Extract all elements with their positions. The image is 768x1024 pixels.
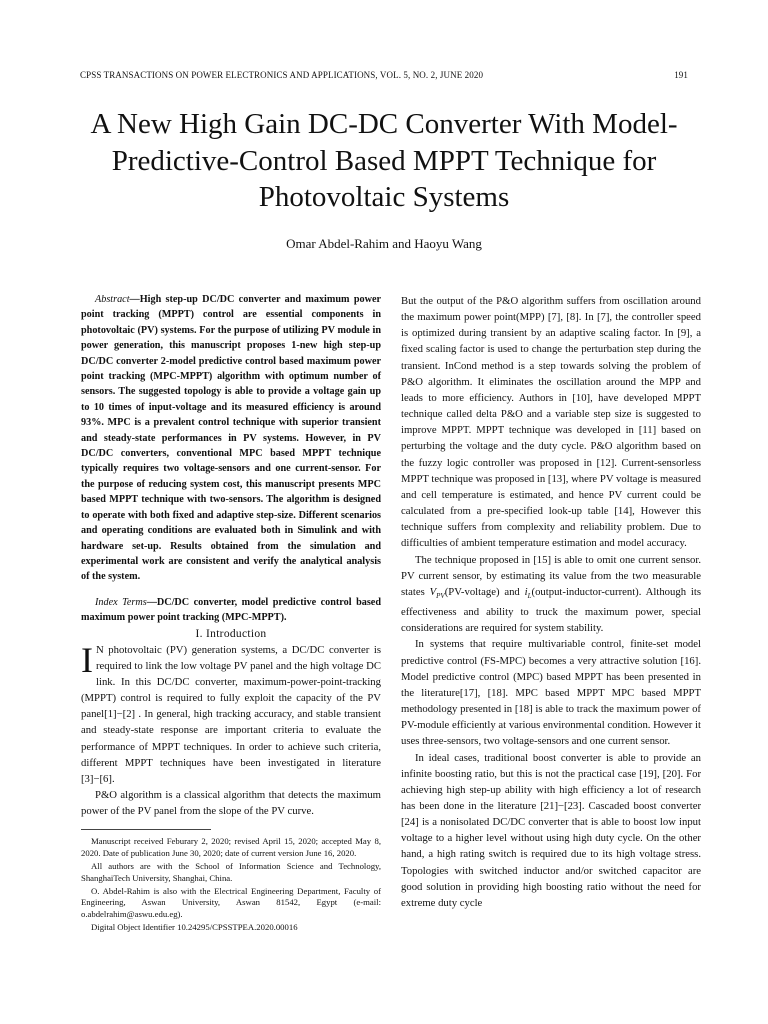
index-terms-label: Index Terms bbox=[95, 596, 147, 608]
paper-title: A New High Gain DC-DC Converter With Model-Predictive-Control Based MPPT Technique for Photovoltaic Systems bbox=[90, 108, 678, 213]
footnote-author-note: O. Abdel-Rahim is also with the Electrical Engineering Department, Faculty of Engineering, Aswan University, Aswan 81542, Egypt (e-mail: o.abdelrahim@aswu.edu.eg). bbox=[81, 885, 381, 920]
abstract-label: Abstract bbox=[95, 294, 130, 305]
page-number: 191 bbox=[674, 70, 688, 80]
symbol-pv-subscript: PV bbox=[436, 591, 445, 600]
body-paragraph-3: In systems that require multivariable control, finite-set model predictive control (FS-MPC) becomes a very attractive solution [16]. Model predictive control (MPC) based MPPT has been presented in the literature[17], [18]. MPC based MPPT MPC based MPPT methodology presented in [18] is able to track the maximum power of PV-module efficiently at various environmental condition. However it uses three-sensors, two voltage-sensors and one current sensor. bbox=[401, 638, 701, 748]
symbol-v-pv bbox=[430, 586, 445, 598]
drop-cap-letter: I bbox=[81, 639, 93, 680]
running-header bbox=[80, 70, 688, 84]
body-paragraph-4: In ideal cases, traditional boost converter is able to provide an infinite boosting ratio, but this is not the practical case [19], [20]. For achieving high step-up ability with high efficiency a lot of research has been done in the literature [21]−[23]. Cascaded boost converter [24] is a nonisolated DC/DC converter that is able to boost low input voltage to a higher level without using high duty cycle. On the other hand, a high rating switch is required due to its high voltage stress. Topologies with switched inductor and/or switched capacitor are good solution in providing high boosting ratio without the need for extreme duty cycle bbox=[401, 751, 701, 909]
intro-paragraph-2: P&O algorithm is a classical algorithm that detects the maximum power of the PV panel from the slope of the PV curve. bbox=[81, 789, 381, 818]
footnote-doi: Digital Object Identifier 10.24295/CPSSTPEA.2020.00016 bbox=[91, 921, 298, 932]
abstract bbox=[81, 292, 381, 585]
right-column bbox=[401, 293, 701, 911]
body-paragraph-2-text-a: The technique proposed in [15] is able to omit one current sensor. PV current sensor, by estimating its value from the two measurable states bbox=[401, 553, 701, 598]
left-column bbox=[81, 292, 381, 935]
section-heading-introduction: I. Introduction bbox=[195, 627, 267, 640]
symbol-i-l bbox=[525, 586, 532, 598]
abstract-text: —High step-up DC/DC converter and maximum power point tracking (MPPT) control are essential components in photovoltaic (PV) systems. For the purpose of utilizing PV module in power generation, this manuscript proposes 1-new high step-up DC/DC converter 2-model predictive control based maximum power point tracking (MPC-MPPT) algorithm with optimum number of sensors. The suggested topology is able to provide a voltage gain up to 10 times of input-voltage and its measured efficiency is around 93%. MPC is a prevalent control technique with superior transient and steady-state performances in PV systems. However, in PV DC/DC converters, conventional MPC based MPPT technique typically requires two voltage-sensors and one current-sensor. For the purpose of reducing system cost, this manuscript presents MPC based MPPT technique with two-sensors. The algorithm is designed to operate with both fixed and adaptive step-size. Different scenarios and operating conditions are evaluated both in Simulink and with hardware set-up. Results obtained from the simulation and experimental work are consistent and verify the analytical analysis of the system. bbox=[81, 294, 381, 583]
index-terms-text: —DC/DC converter, model predictive control based maximum power point tracking (MPC-MPPT). bbox=[81, 596, 381, 624]
footnote-divider bbox=[81, 829, 211, 830]
body-paragraph-2 bbox=[401, 552, 701, 637]
author-list: Omar Abdel-Rahim and Haoyu Wang bbox=[286, 236, 482, 251]
intro-paragraph-1 bbox=[81, 639, 381, 787]
journal-name: CPSS TRANSACTIONS ON POWER ELECTRONICS AND APPLICATIONS, VOL. 5, NO. 2, JUNE 2020 bbox=[80, 70, 484, 80]
footnotes bbox=[81, 836, 381, 933]
index-terms bbox=[81, 595, 381, 626]
symbol-l-subscript: L bbox=[527, 591, 532, 600]
body-paragraph-1: But the output of the P&O algorithm suffers from oscillation around the maximum power point(MPP) [7], [8]. In [7], the controller speed is optimized during transient by an adaptive scaling factor. In [9], a fixed scaling factor is used to change the perturbation step during the transient. InCond method is a step towards solving the problem of P&O algorithm. It eliminates the oscillation around the MPP and leads to more efficiency. Authors in [10], have developed MPPT technique called delta P&O and a variable step size is suggested to improve MPPT. MPPT technique was developed in [11] based on perturbing the voltage and the duty cycle. P&O algorithm based on the fuzzy logic controller was proposed in [12]. Current-sensorless MPPT technique was proposed in [13], where PV voltage is measured and cell temperature is estimated, and hence PV current could be calculated from a pre-specified look-up table [14], However this technique suffers from complexity and reliability problem. Due to difficulties of ambient temperature estimation and model accuracy. bbox=[401, 295, 701, 550]
body-paragraph-2-text-c: (output-inductor-current). Although its effectiveness and ability to truck the maximum power, special considerations are required for system stability. bbox=[401, 585, 701, 635]
symbol-v: V bbox=[429, 585, 437, 598]
footnote-manuscript-dates: Manuscript received Feburary 2, 2020; revised April 15, 2020; accepted May 8, 2020. Date of publication June 30, 2020; date of current version June 16, 2020. bbox=[81, 836, 381, 859]
footnote-affiliation: All authors are with the School of Information Science and Technology, ShanghaiTech University, Shanghai, China. bbox=[81, 861, 381, 883]
symbol-i: i bbox=[524, 585, 528, 598]
intro-paragraph-1-text: N photovoltaic (PV) generation systems, a DC/DC converter is required to link the low voltage PV panel and the high voltage DC link. In this DC/DC converter, maximum-power-point-tracking (MPPT) control is required to fully exploit the capacity of the PV panel[1]−[2] . In general, high tracking accuracy, and stable transient and steady-state response are important criteria to evaluate the performance of MPPT techniques. In order to achieve such criteria, different MPPT techniques have been investigated in literature [3]−[6]. bbox=[81, 643, 381, 785]
body-paragraph-2-text-b: (PV-voltage) and bbox=[444, 585, 525, 598]
